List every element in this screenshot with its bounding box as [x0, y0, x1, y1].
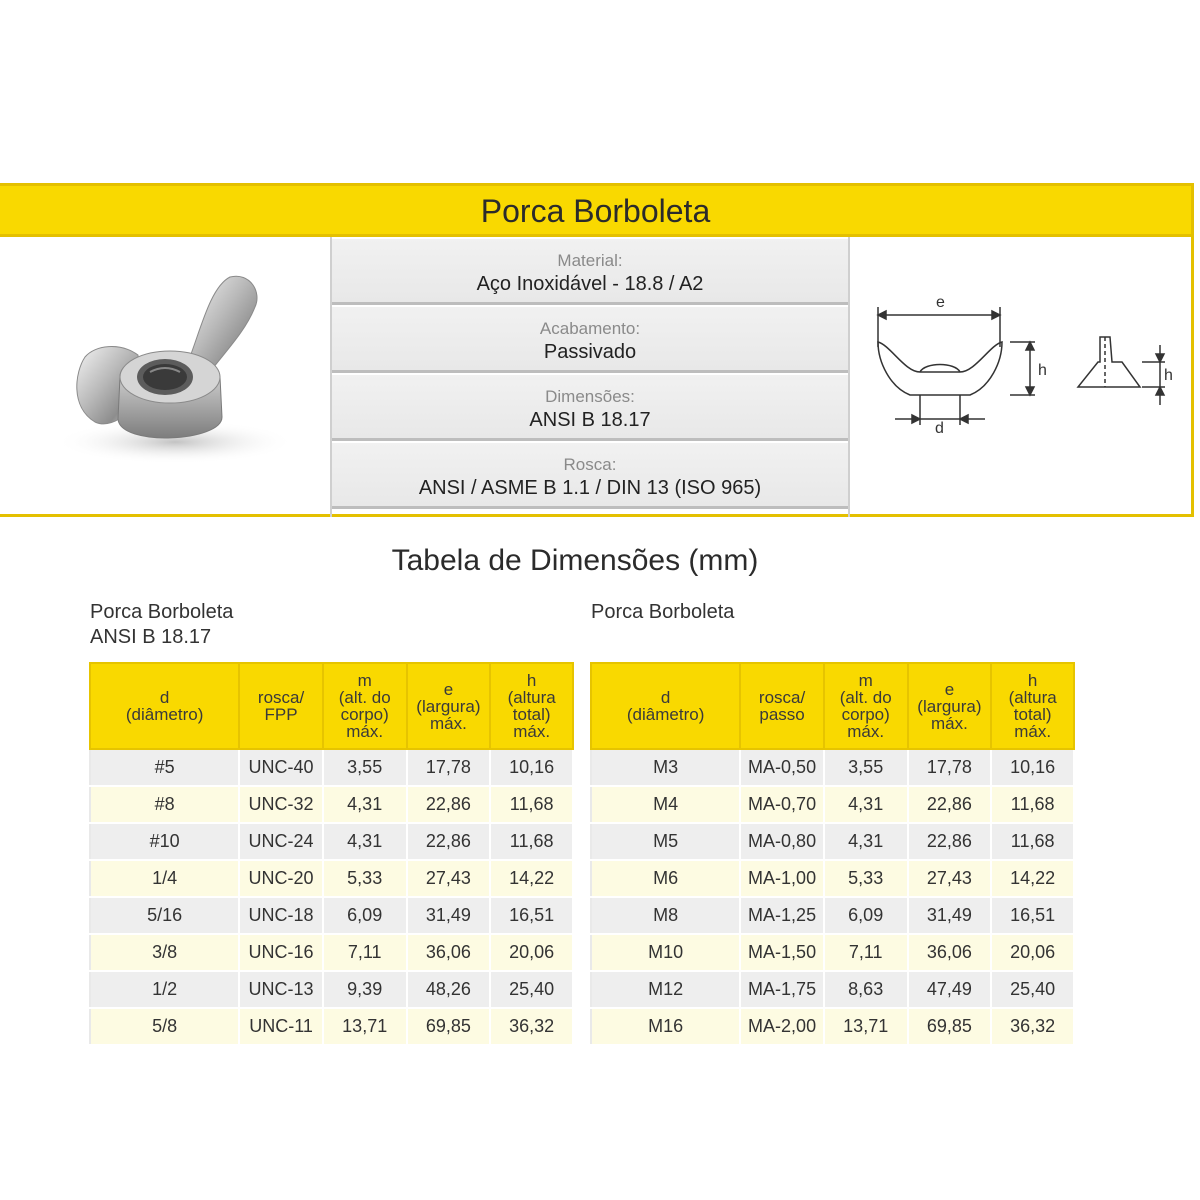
column-header	[323, 663, 407, 749]
table-cell: 3,55	[824, 749, 908, 786]
table-cell: 16,51	[991, 897, 1074, 934]
table-row	[591, 786, 1074, 823]
dimensions-table-metric	[590, 662, 1075, 1046]
caption-line: Porca Borboleta	[591, 601, 735, 623]
spec-label: Dimensões:	[545, 387, 635, 406]
table-row	[591, 749, 1074, 786]
table-cell: 4,31	[323, 823, 407, 860]
table-cell: 20,06	[490, 934, 573, 971]
table-cell: 11,68	[490, 786, 573, 823]
table-cell: 4,31	[323, 786, 407, 823]
table-cell: 14,22	[490, 860, 573, 897]
table-cell: #5	[90, 749, 239, 786]
table-cell: 11,68	[991, 823, 1074, 860]
column-header	[591, 663, 740, 749]
table-cell: MA-1,75	[740, 971, 824, 1008]
table-row	[90, 934, 573, 971]
column-header	[490, 663, 573, 749]
column-header	[824, 663, 908, 749]
table-cell: MA-0,80	[740, 823, 824, 860]
column-header	[740, 663, 824, 749]
column-header-line: máx.	[513, 722, 551, 741]
table-cell: 10,16	[490, 749, 573, 786]
table-cell: 69,85	[908, 1008, 992, 1045]
table-cell: 5/16	[90, 897, 239, 934]
diagram-label-h-side: h	[1164, 367, 1173, 384]
wing-nut-image	[0, 237, 330, 517]
table-cell: UNC-16	[239, 934, 323, 971]
table-cell: M4	[591, 786, 740, 823]
product-card	[0, 183, 1194, 517]
column-header-line: d	[159, 688, 170, 707]
diagram-label-h: h	[1038, 362, 1047, 379]
column-header-line: máx.	[346, 722, 384, 741]
spec-list	[330, 237, 850, 517]
table-row	[591, 971, 1074, 1008]
table-row	[90, 786, 573, 823]
table-cell: 25,40	[991, 971, 1074, 1008]
column-header	[239, 663, 323, 749]
table-cell: 22,86	[908, 786, 992, 823]
caption-line: Porca Borboleta	[90, 601, 234, 623]
column-header-line: (alt. do	[338, 688, 391, 707]
column-header-line: corpo)	[340, 705, 389, 724]
table-cell: 25,40	[490, 971, 573, 1008]
table-cell: 6,09	[323, 897, 407, 934]
column-header-line: total)	[512, 705, 551, 724]
column-header-line: máx.	[430, 713, 467, 733]
table-cell: #8	[90, 786, 239, 823]
spec-dimensions	[332, 375, 848, 441]
table-cell: 36,06	[908, 934, 992, 971]
table-cell: 22,86	[407, 823, 491, 860]
table-cell: 69,85	[407, 1008, 491, 1045]
spec-material	[332, 239, 848, 305]
column-header-line: h	[526, 671, 537, 690]
column-header-line: total)	[1013, 705, 1052, 724]
table-cell: 5,33	[323, 860, 407, 897]
table-cell: 10,16	[991, 749, 1074, 786]
table-row	[591, 897, 1074, 934]
table-cell: 16,51	[490, 897, 573, 934]
column-header	[407, 663, 491, 749]
wing-nut-photo	[0, 237, 330, 517]
spec-thread	[332, 443, 848, 509]
spec-value: ANSI B 18.17	[529, 409, 651, 431]
table-row	[591, 1008, 1074, 1045]
column-header	[908, 663, 992, 749]
table-cell: 1/2	[90, 971, 239, 1008]
table-cell: 7,11	[824, 934, 908, 971]
table-cell: 1/4	[90, 860, 239, 897]
table-cell: 4,31	[824, 823, 908, 860]
dimensions-table-inch	[89, 662, 574, 1046]
diagram-label-e: e	[936, 294, 945, 311]
table-cell: 22,86	[908, 823, 992, 860]
table-cell: MA-1,00	[740, 860, 824, 897]
table-cell: 36,32	[991, 1008, 1074, 1045]
table-cell: MA-0,50	[740, 749, 824, 786]
table-cell: #10	[90, 823, 239, 860]
table-cell: 11,68	[490, 823, 573, 860]
column-header-line: e	[944, 679, 955, 699]
table-row	[90, 1008, 573, 1045]
table-row	[591, 823, 1074, 860]
table-cell: MA-1,25	[740, 897, 824, 934]
product-card-body	[0, 237, 1191, 517]
table-cell: 3,55	[323, 749, 407, 786]
column-header	[991, 663, 1074, 749]
table-cell: 20,06	[991, 934, 1074, 971]
right-table-caption	[591, 600, 734, 625]
column-header-line: corpo)	[841, 705, 890, 724]
table-row	[90, 971, 573, 1008]
column-header-line: (diâmetro)	[125, 705, 204, 724]
table-row	[90, 749, 573, 786]
table-cell: 6,09	[824, 897, 908, 934]
column-header-line: máx.	[1014, 722, 1052, 741]
column-header-line: (diâmetro)	[626, 705, 705, 724]
table-row	[90, 897, 573, 934]
column-header-line: rosca/	[257, 688, 305, 707]
table-cell: 13,71	[323, 1008, 407, 1045]
table-cell: 36,32	[490, 1008, 573, 1045]
section-title: Tabela de Dimensões (mm)	[391, 544, 759, 577]
product-title: Porca Borboleta	[0, 186, 1191, 237]
table-cell: M6	[591, 860, 740, 897]
table-cell: UNC-18	[239, 897, 323, 934]
table-cell: 22,86	[407, 786, 491, 823]
table-cell: UNC-32	[239, 786, 323, 823]
column-header-line: (altura	[1008, 688, 1057, 707]
table-row	[90, 823, 573, 860]
table-cell: 17,78	[407, 749, 491, 786]
spec-finish	[332, 307, 848, 373]
table-cell: UNC-20	[239, 860, 323, 897]
column-header-line: (largura)	[917, 696, 982, 716]
column-header-line: passo	[759, 705, 805, 724]
wing-nut-drawing	[850, 237, 1191, 517]
table-cell: UNC-13	[239, 971, 323, 1008]
table-cell: 48,26	[407, 971, 491, 1008]
column-header-line: m	[357, 671, 372, 690]
table-cell: 3/8	[90, 934, 239, 971]
column-header-line: (alt. do	[839, 688, 892, 707]
column-header-line: (largura)	[416, 696, 481, 716]
column-header-line: h	[1027, 671, 1038, 690]
table-cell: MA-1,50	[740, 934, 824, 971]
table-cell: 47,49	[908, 971, 992, 1008]
table-cell: 27,43	[407, 860, 491, 897]
table-row	[90, 860, 573, 897]
spec-label: Rosca:	[563, 455, 617, 474]
table-cell: 14,22	[991, 860, 1074, 897]
table-cell: UNC-11	[239, 1008, 323, 1045]
technical-drawing	[850, 237, 1191, 517]
column-header-line: (altura	[507, 688, 556, 707]
table-cell: 9,39	[323, 971, 407, 1008]
spec-value: Aço Inoxidável - 18.8 / A2	[476, 273, 704, 295]
left-table-caption	[90, 600, 233, 650]
table-cell: 31,49	[908, 897, 992, 934]
table-cell: 7,11	[323, 934, 407, 971]
table-header-row	[90, 663, 573, 749]
column-header-line: máx.	[931, 713, 968, 733]
column-header	[90, 663, 239, 749]
spec-label: Acabamento:	[539, 319, 641, 338]
table-cell: 27,43	[908, 860, 992, 897]
column-header-line: d	[660, 688, 671, 707]
table-cell: UNC-40	[239, 749, 323, 786]
column-header-line: rosca/	[758, 688, 806, 707]
spec-value: Passivado	[543, 341, 637, 363]
table-cell: 5,33	[824, 860, 908, 897]
table-cell: 5/8	[90, 1008, 239, 1045]
table-cell: M10	[591, 934, 740, 971]
table-cell: M8	[591, 897, 740, 934]
table-row	[591, 860, 1074, 897]
table-cell: 8,63	[824, 971, 908, 1008]
column-header-line: e	[443, 679, 454, 699]
table-cell: 36,06	[407, 934, 491, 971]
table-cell: M12	[591, 971, 740, 1008]
table-cell: UNC-24	[239, 823, 323, 860]
table-row	[591, 934, 1074, 971]
diagram-label-d: d	[935, 420, 944, 437]
table-header-row	[591, 663, 1074, 749]
table-cell: 31,49	[407, 897, 491, 934]
table-cell: MA-2,00	[740, 1008, 824, 1045]
table-cell: 13,71	[824, 1008, 908, 1045]
column-header-line: FPP	[264, 705, 298, 724]
table-cell: M16	[591, 1008, 740, 1045]
table-cell: MA-0,70	[740, 786, 824, 823]
table-cell: M5	[591, 823, 740, 860]
table-cell: 11,68	[991, 786, 1074, 823]
spec-value: ANSI / ASME B 1.1 / DIN 13 (ISO 965)	[418, 477, 762, 499]
caption-line: ANSI B 18.17	[90, 626, 212, 648]
table-cell: M3	[591, 749, 740, 786]
spec-label: Material:	[557, 251, 623, 270]
column-header-line: máx.	[847, 722, 885, 741]
table-cell: 4,31	[824, 786, 908, 823]
table-cell: 17,78	[908, 749, 992, 786]
column-header-line: m	[858, 671, 873, 690]
